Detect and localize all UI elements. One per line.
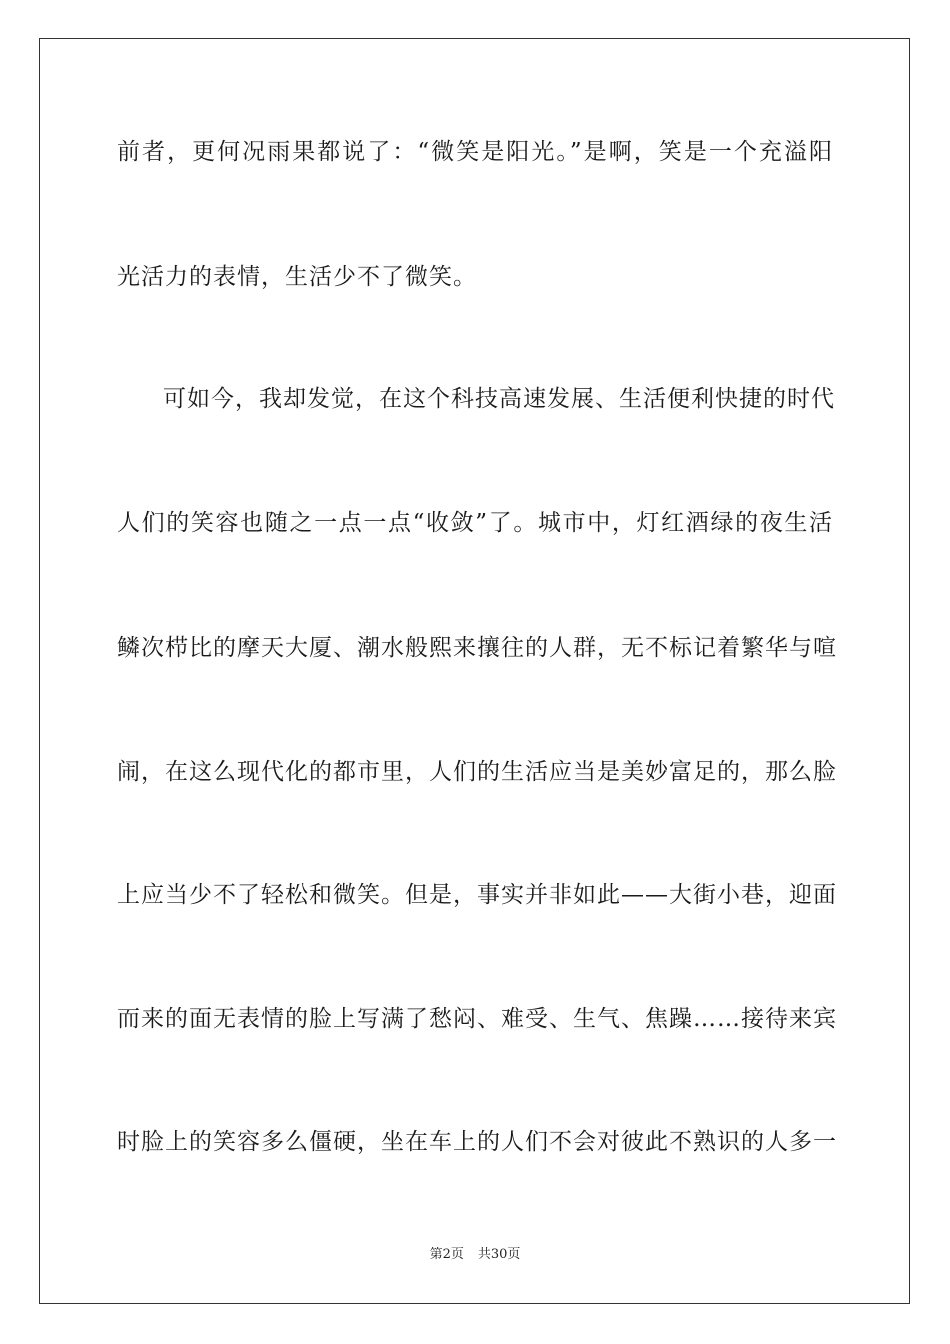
text-line-4: 人们的笑容也随之一点一点“收敛”了。城市中，灯红酒绿的夜生活 bbox=[117, 510, 833, 536]
page-footer bbox=[0, 1246, 950, 1264]
page-total: 共30页 bbox=[477, 1247, 521, 1262]
page-number: 第2页 bbox=[429, 1247, 464, 1262]
text-line-5: 鳞次栉比的摩天大厦、潮水般熙来攘往的人群，无不标记着繁华与喧 bbox=[117, 635, 837, 661]
page-border bbox=[39, 38, 910, 1304]
text-line-8: 而来的面无表情的脸上写满了愁闷、难受、生气、焦躁……接待来宾 bbox=[117, 1006, 837, 1032]
text-line-7: 上应当少不了轻松和微笑。但是，事实并非如此——大街小巷，迎面 bbox=[117, 882, 837, 908]
text-line-3: 可如今，我却发觉，在这个科技高速发展、生活便利快捷的时代 bbox=[163, 386, 835, 412]
text-line-9: 时脸上的笑容多么僵硬，坐在车上的人们不会对彼此不熟识的人多一 bbox=[117, 1129, 837, 1155]
text-line-6: 闹，在这么现代化的都市里，人们的生活应当是美妙富足的，那么脸 bbox=[117, 759, 837, 785]
text-line-1: 前者，更何况雨果都说了：“微笑是阳光。”是啊，笑是一个充溢阳 bbox=[117, 139, 833, 165]
text-line-2: 光活力的表情，生活少不了微笑。 bbox=[117, 264, 477, 290]
